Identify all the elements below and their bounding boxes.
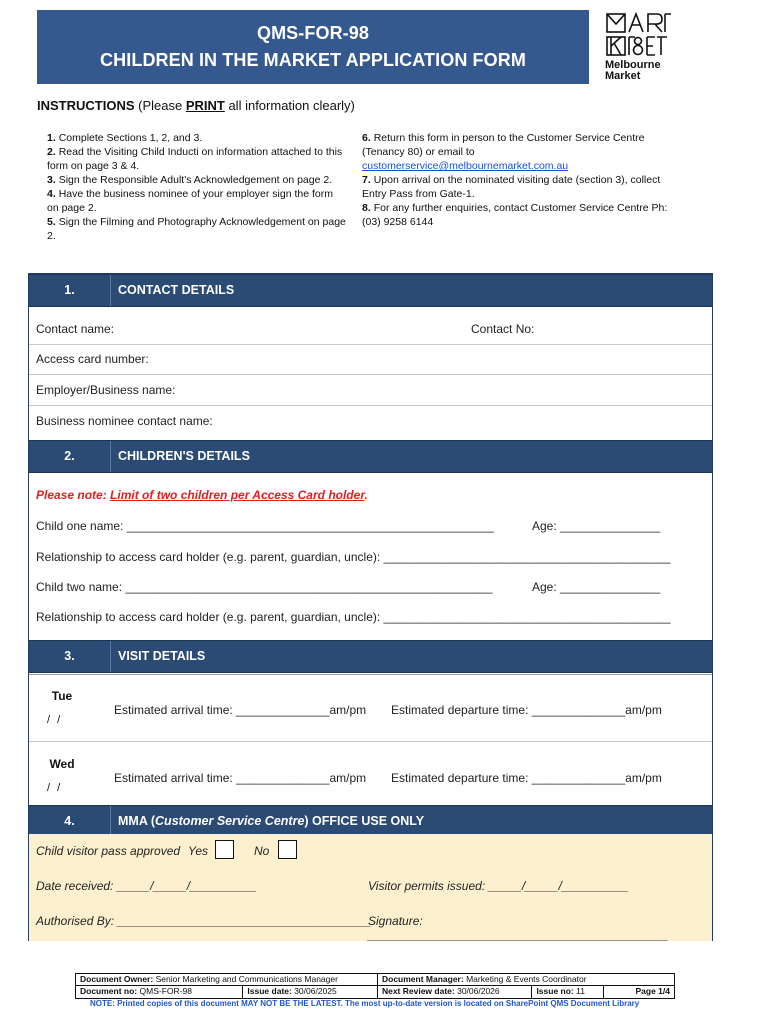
instructions-heading: INSTRUCTIONS (Please PRINT all information clearly) xyxy=(37,98,355,113)
form-code: QMS-FOR-98 xyxy=(256,23,369,43)
section-3-header: 3. VISIT DETAILS xyxy=(29,640,712,673)
child-two-name-field[interactable]: Child two name: _______________________________________________________ xyxy=(36,580,493,594)
wed-arrival-time-field[interactable]: Estimated arrival time: ______________am/pm xyxy=(114,771,367,785)
date-received-field[interactable]: Date received: _____/_____/__________ xyxy=(36,879,257,893)
children-limit-note: Please note: Limit of two children per Access Card holder. xyxy=(36,488,368,502)
divider xyxy=(29,374,712,375)
melbourne-market-logo xyxy=(605,12,675,84)
logo-wordmark: Melbourne Market xyxy=(605,59,661,82)
instruction-item: 4. Have the business nominee of your employer sign the form on page 2. xyxy=(47,188,333,214)
wed-departure-time-field[interactable]: Estimated departure time: ______________am/pm xyxy=(391,771,662,785)
document-control-footer xyxy=(75,973,675,999)
authorised-by-field[interactable]: Authorised By: ______________________________________ xyxy=(36,914,371,928)
approved-yes-checkbox[interactable] xyxy=(215,840,234,859)
instruction-item: 1. Complete Sections 1, 2, and 3. xyxy=(47,132,203,144)
section-2-header: 2. CHILDREN'S DETAILS xyxy=(29,440,712,473)
office-use-panel xyxy=(29,834,712,941)
contact-no-field[interactable]: Contact No: xyxy=(471,322,535,336)
footer-row: Document no: QMS-FOR-98 Issue date: 30/06/2025 Next Review date: 30/06/2026 Issue no: 11 Page 1/4 xyxy=(76,986,674,998)
visit-date-wed[interactable]: / / xyxy=(47,782,63,794)
instruction-item: 2. Read the Visiting Child Inducti on information attached to this form on page 3 & 4. xyxy=(47,146,343,172)
signature-field[interactable]: Signature: _____________________________________________ xyxy=(368,914,669,942)
customer-service-email-link[interactable]: customerservice@melbournemarket.com.au xyxy=(362,160,569,172)
latest-version-note: NOTE: Printed copies of this document MAY NOT BE THE LATEST. The most up-to-date version is located on SharePoint QMS Document Library xyxy=(90,999,640,1008)
application-form xyxy=(28,273,713,941)
employer-business-name-field[interactable]: Employer/Business name: xyxy=(36,383,176,397)
market-monogram-icon xyxy=(605,12,673,58)
instruction-item: 6. Return this form in person to the Customer Service Centre (Tenancy 80) or email to customerservice@melbournemarket.com.au xyxy=(362,132,645,172)
form-title-banner xyxy=(37,10,589,84)
instruction-item: 8. For any further enquiries, contact Customer Service Centre Ph: (03) 9258 6144 xyxy=(362,202,668,228)
divider xyxy=(29,405,712,406)
instructions-left-column xyxy=(47,131,347,243)
tue-arrival-time-field[interactable]: Estimated arrival time: ______________am/pm xyxy=(114,703,367,717)
child-one-name-field[interactable]: Child one name: _______________________________________________________ xyxy=(36,519,494,533)
form-title: CHILDREN IN THE MARKET APPLICATION FORM xyxy=(100,50,526,70)
access-card-number-field[interactable]: Access card number: xyxy=(36,352,149,366)
pass-approved-label: Child visitor pass approved xyxy=(36,844,181,858)
visit-day-tue: Tue xyxy=(51,689,73,703)
child-one-age-field[interactable]: Age: _______________ xyxy=(532,519,661,533)
business-nominee-field[interactable]: Business nominee contact name: xyxy=(36,414,213,428)
instructions-right-column xyxy=(362,131,672,229)
child-one-relationship-field[interactable]: Relationship to access card holder (e.g. parent, guardian, uncle): ___________________________________________ xyxy=(36,550,671,564)
child-two-age-field[interactable]: Age: _______________ xyxy=(532,580,661,594)
instruction-item: 5. Sign the Filming and Photography Acknowledgement on page 2. xyxy=(47,216,346,242)
divider xyxy=(29,674,712,675)
tue-departure-time-field[interactable]: Estimated departure time: ______________am/pm xyxy=(391,703,662,717)
yes-label: Yes xyxy=(188,844,209,858)
visit-date-tue[interactable]: / / xyxy=(47,714,63,726)
child-two-relationship-field[interactable]: Relationship to access card holder (e.g. parent, guardian, uncle): ___________________________________________ xyxy=(36,610,671,624)
divider xyxy=(29,344,712,345)
visitor-permits-issued-field[interactable]: Visitor permits issued: _____/_____/__________ xyxy=(368,879,629,893)
footer-row: Document Owner: Senior Marketing and Communications Manager Document Manager: Marketing & Events Coordinator xyxy=(76,974,674,986)
section-1-header: 1. CONTACT DETAILS xyxy=(29,274,712,307)
contact-name-field[interactable]: Contact name: xyxy=(36,322,115,336)
instruction-item: 3. Sign the Responsible Adult's Acknowledgement on page 2. xyxy=(47,174,333,186)
divider xyxy=(29,741,712,742)
visit-day-wed: Wed xyxy=(49,757,75,771)
approved-no-checkbox[interactable] xyxy=(278,840,297,859)
no-label: No xyxy=(254,844,270,858)
section-4-header: 4. MMA (Customer Service Centre) OFFICE USE ONLY xyxy=(29,805,712,838)
instruction-item: 7. Upon arrival on the nominated visiting date (section 3), collect Entry Pass from Gate-1. xyxy=(362,174,661,200)
